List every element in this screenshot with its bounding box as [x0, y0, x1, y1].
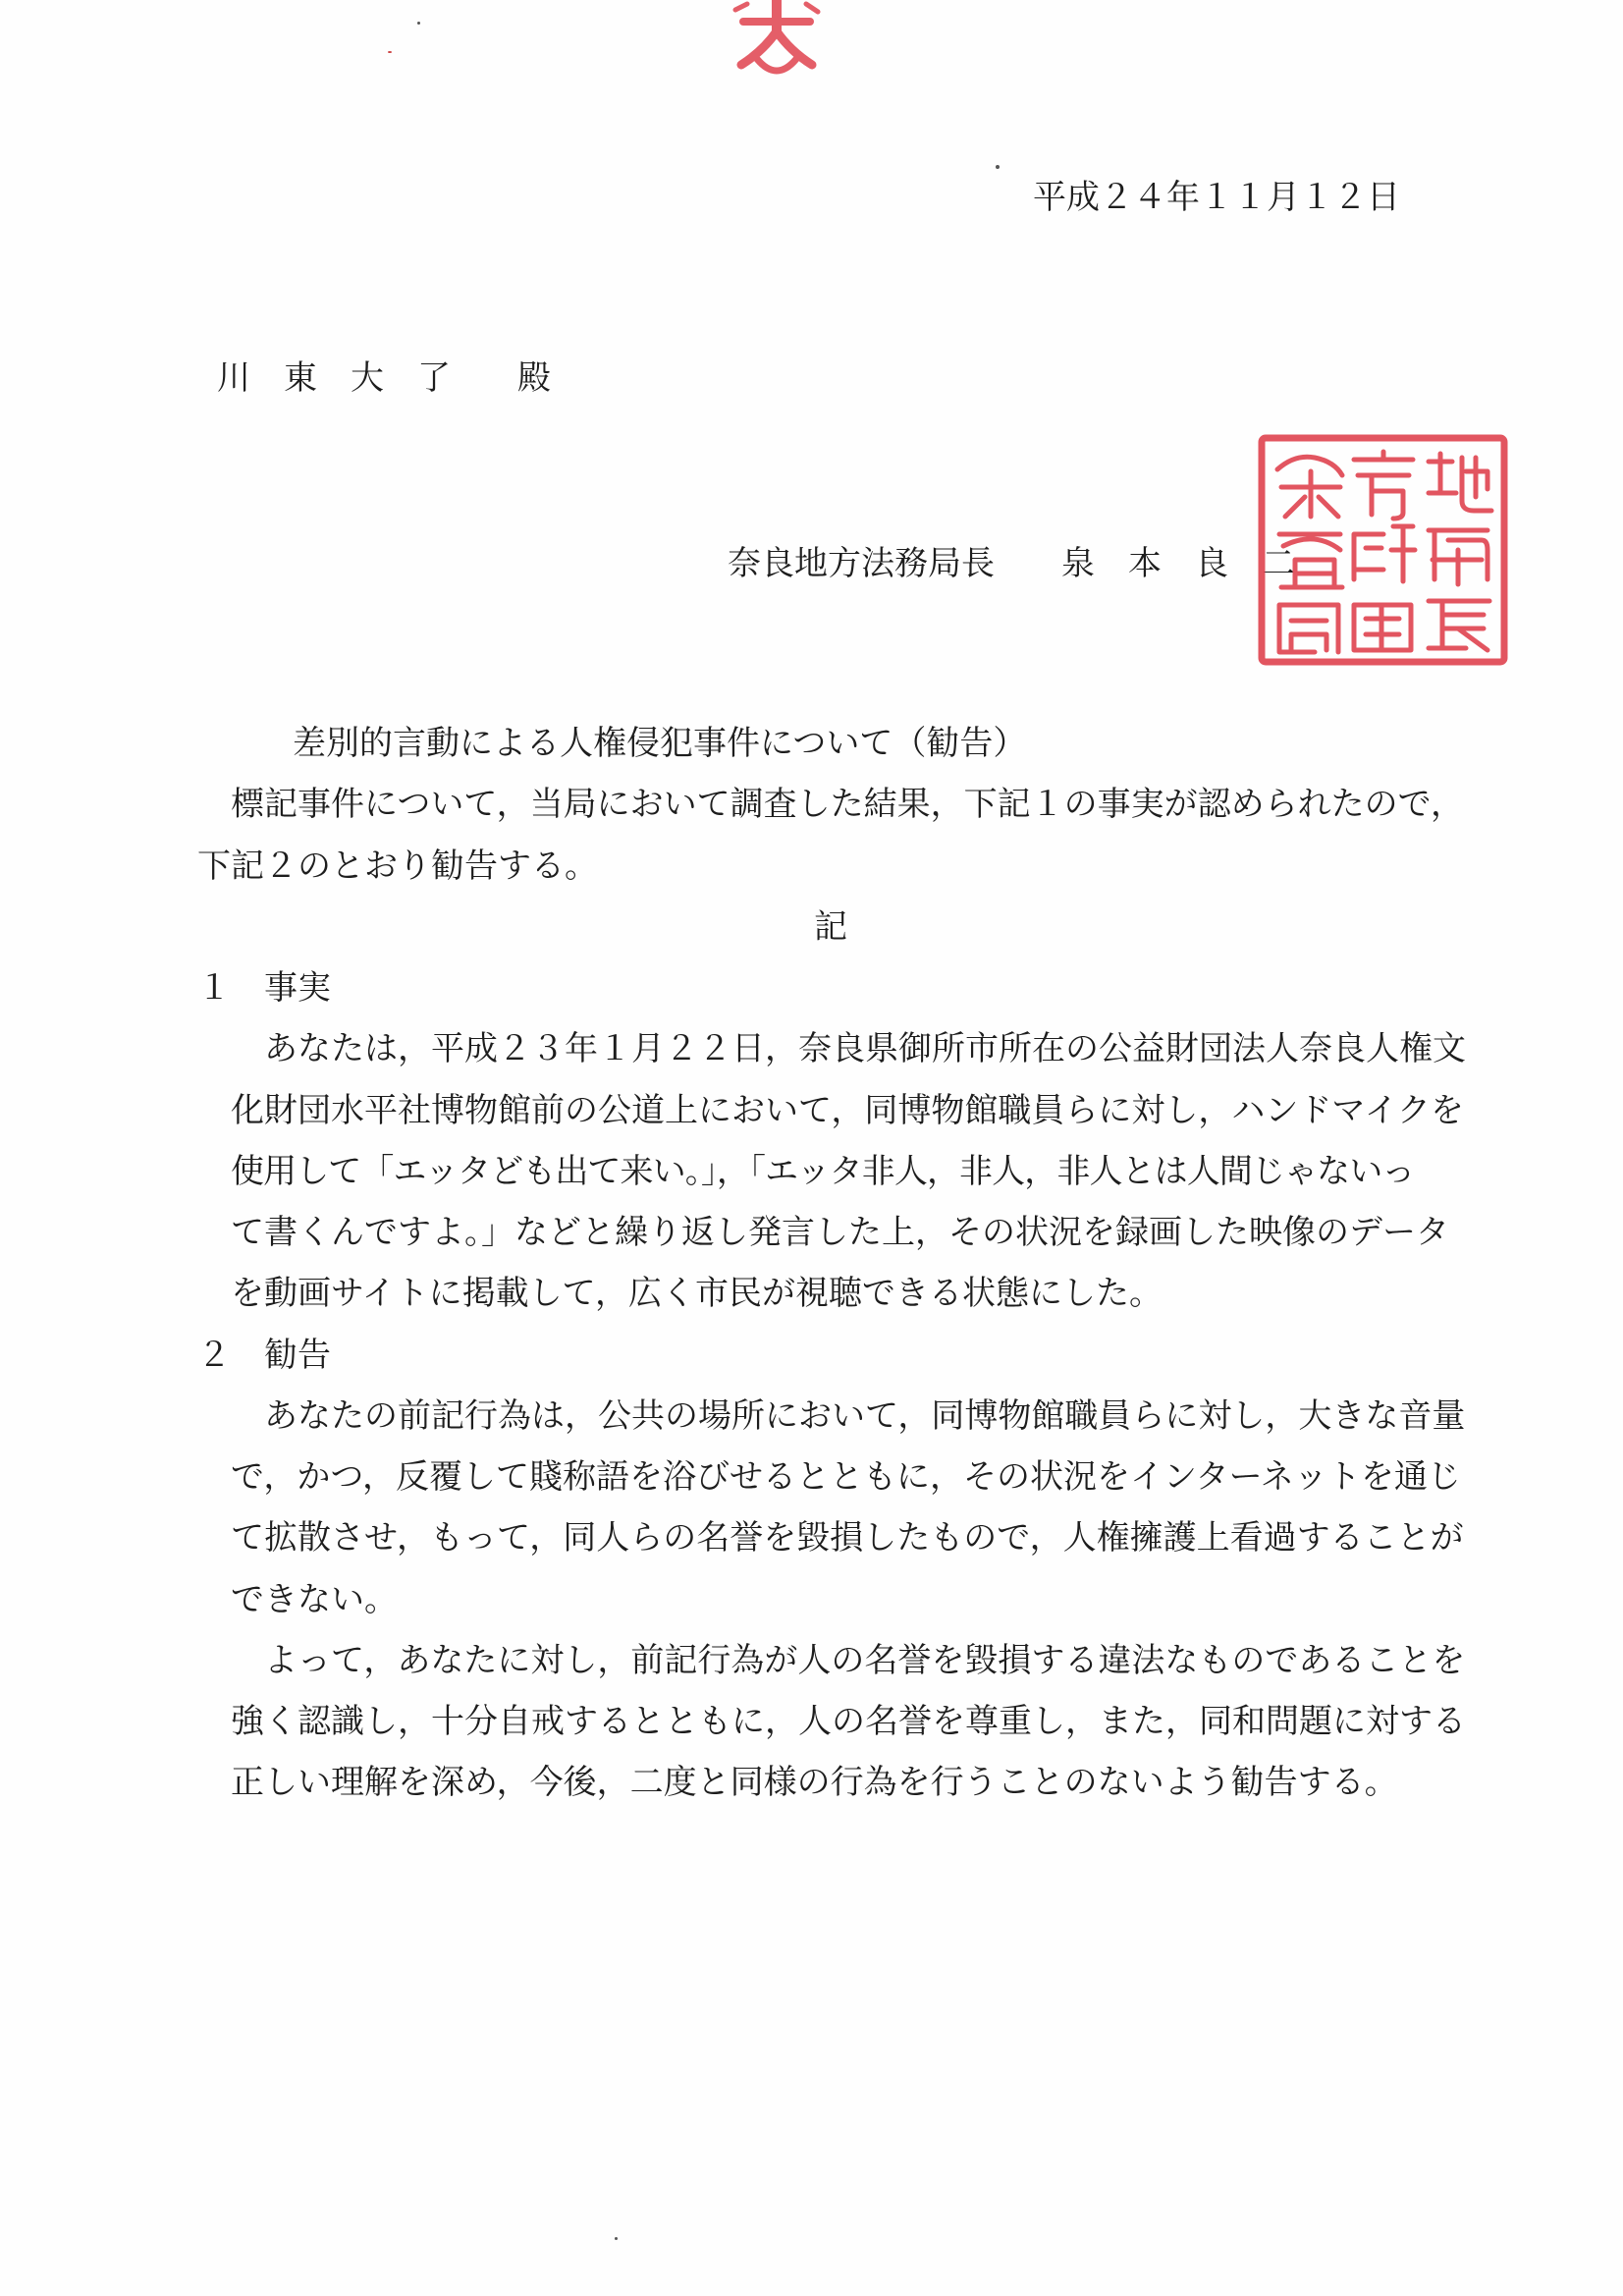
paragraph-line: て書くんですよ。」などと繰り返し発言した上，その状況を録画した映像のデータ — [231, 1213, 1449, 1252]
document-title: 差別的言動による人権侵犯事件について（勧告） — [293, 724, 1027, 763]
paragraph-line: 化財団水平社博物館前の公道上において，同博物館職員らに対し，ハンドマイクを — [231, 1090, 1464, 1130]
top-stamp — [728, 0, 826, 86]
intro-line: 標記事件について，当局において調査した結果，下記１の事実が認められたので， — [231, 785, 1464, 825]
section-heading-recommendation: ２ 勧告 — [197, 1335, 331, 1375]
sender: 奈良地方法務局長 泉 本 良 二 — [728, 544, 1295, 583]
scan-speck — [417, 22, 420, 25]
intro-line: 下記２のとおり勧告する。 — [197, 846, 598, 886]
paragraph-line: で，かつ，反覆して賤称語を浴びせるとともに，その状況をインターネットを通じ — [231, 1457, 1461, 1497]
official-seal — [1256, 432, 1510, 668]
scan-speck — [388, 51, 392, 53]
document-body — [197, 713, 1464, 1814]
scan-speck — [996, 165, 1000, 169]
scan-speck — [615, 2237, 618, 2240]
paragraph-line: を動画サイトに掲載して，広く市民が視聴できる状態にした。 — [231, 1274, 1163, 1314]
paragraph-line: 使用して「エッタども出て来い。」，「エッタ非人，非人，非人とは人間じゃないっ — [231, 1151, 1415, 1191]
section-heading-facts: １ 事実 — [197, 968, 331, 1008]
paragraph-line: よって，あなたに対し，前記行為が人の名誉を毀損する違法なものであることを — [264, 1640, 1466, 1680]
ki-heading: 記 — [814, 906, 847, 947]
paragraph-line: あなたは，平成２３年１月２２日，奈良県御所市所在の公益財団法人奈良人権文 — [264, 1029, 1466, 1069]
document-date: 平成２４年１１月１２日 — [1033, 178, 1400, 217]
paragraph-line: 正しい理解を深め，今後，二度と同様の行為を行うことのないよう勧告する。 — [231, 1763, 1398, 1803]
addressee: 川 東 大 了 殿 — [217, 358, 551, 398]
paragraph-line: あなたの前記行為は，公共の場所において，同博物館職員らに対し，大きな音量 — [264, 1395, 1466, 1436]
paragraph-line: 強く認識し，十分自戒するとともに，人の名誉を尊重し，また，同和問題に対する — [231, 1702, 1466, 1741]
paragraph-line: て拡散させ，もって，同人らの名誉を毀損したもので，人権擁護上看過することが — [231, 1518, 1464, 1558]
paragraph-line: できない。 — [231, 1579, 398, 1619]
